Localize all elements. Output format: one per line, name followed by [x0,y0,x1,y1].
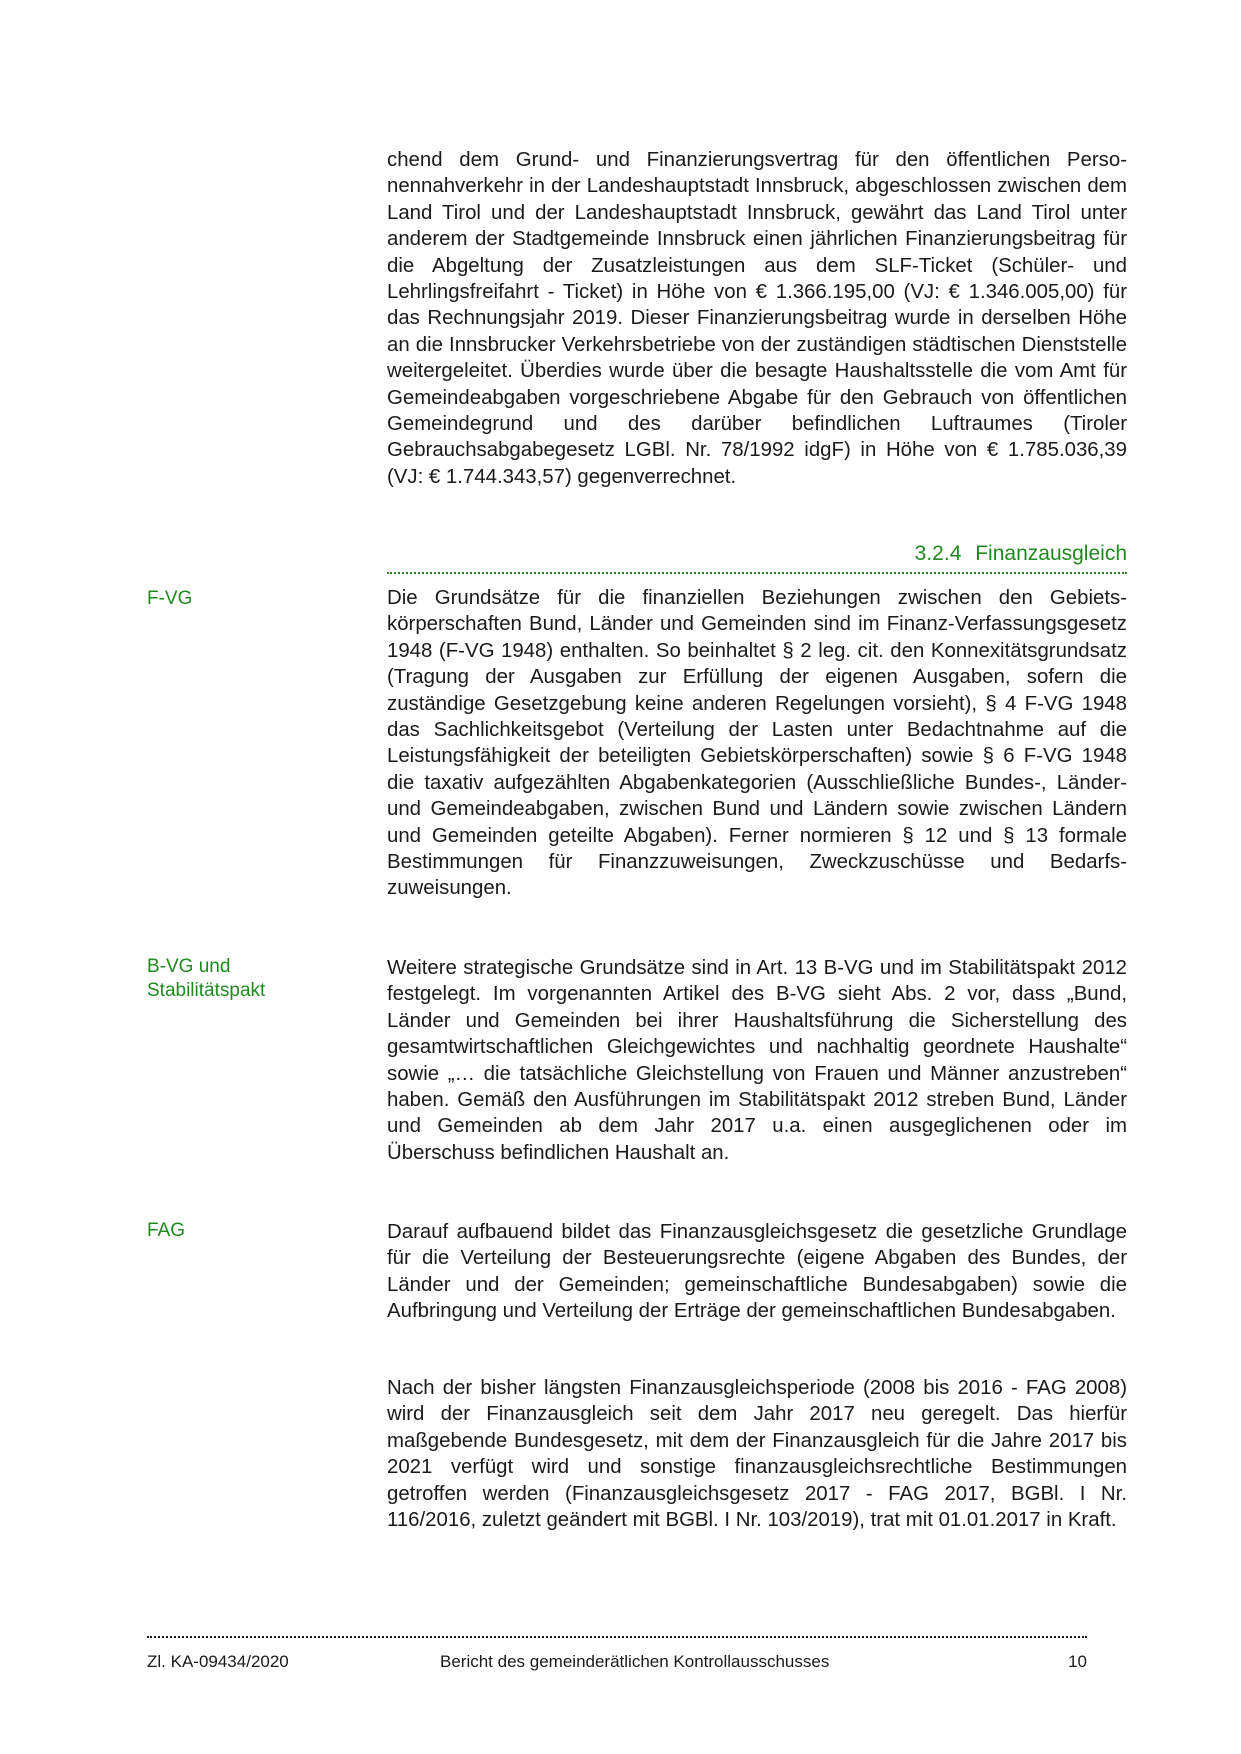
margin-note-bvg-line1: B-VG und [147,956,231,977]
section-number: 3.2.4 [914,542,962,565]
footer-document-id: Zl. KA-09434/2020 [147,1652,289,1671]
section-heading [387,541,1127,567]
margin-note-bvg-line2: Stabilitätspakt [147,980,266,1001]
margin-note-bvg [147,955,347,1003]
section-title: Finanzausgleich [975,542,1127,565]
footer-page-number: 10 [1068,1652,1087,1671]
paragraph-fag-2017: Nach der bisher längsten Finanzausgleichsperiode (2008 bis 2016 - FAG 2008) wird der Finanzausgleich seit dem Jahr 2017 neu geregelt. Das hierfür maßgebende Bundesgesetz, mit dem der Finanzausgleich für die Jahre 2017 bis 2021 verfügt wird und sonstige finanzausgleichsrechtliche Bestimmungen getroffen werden (Finanzausgleichsgesetz 2017 - FAG 2017, BGBl. I Nr. 116/2016, zuletzt geändert mit BGBl. I Nr. 103/2019), trat mit 01.01.2017 in Kraft. [387,1377,1127,1532]
margin-note-fvg: F-VG [147,588,193,609]
footer-report-title: Bericht des gemeinderätlichen Kontrollausschusses [440,1652,830,1671]
paragraph-fvg: Die Grundsätze für die finanziellen Beziehungen zwischen den Gebietskörperschaften Bund, Länder und Gemeinden sind im Finanz-Verfassungsgesetz 1948 (F-VG 1948) enthalten. So beinhaltet § 2 leg. cit. den Konnexitätsgrundsatz (Tragung der Ausgaben zur Erfüllung der eigenen Ausgaben, sofern die zuständige Gesetzgebung keine anderen Regelungen vorsieht), § 4 F-VG 1948 das Sachlichkeitsgebot (Verteilung der Lasten unter Bedachtnahme auf die Leistungsfähigkeit der beteiligten Gebietskörperschaften) sowie § 6 F-VG 1948 die taxativ aufgezählten Abgabenkategorien (Ausschließliche Bundes-, Länder- und Gemeindeabgaben, zwischen Bund und Ländern sowie zwischen Ländern und Gemeinden geteilte Abgaben). Ferner normieren § 12 und § 13 formale Bestimmungen für Finanzzuweisungen, Zweckzuschüsse und Bedarfszuweisungen. [387,587,1127,900]
margin-note-fag: FAG [147,1220,186,1241]
footer-rule [147,1636,1087,1638]
section-heading-rule [387,572,1127,574]
paragraph-slf-ticket: chend dem Grund- und Finanzierungsvertrag für den öffentlichen Personennahverkehr in der Landeshauptstadt Innsbruck, abgeschlossen zwischen dem Land Tirol und der Landeshauptstadt Innsbruck, gewährt das Land Tirol unter anderem der Stadtgemeinde Innsbruck einen jährlichen Finanzierungsbeitrag für die Abgeltung der Zusatzleistungen aus dem SLF-Ticket (Schüler- und Lehrlingsfreifahrt - Ticket) in Höhe von € 1.366.195,00 (VJ: € 1.346.005,00) für das Rechnungsjahr 2019. Dieser Finanzierungsbeitrag wurde in derselben Höhe an die Innsbrucker Verkehrsbetriebe von der zuständigen städtischen Dienststelle weitergeleitet. Überdies wurde über die besagte Haushaltsstelle die vom Amt für Gemeindeabgaben vorgeschriebene Abgabe für den Gebrauch von öffentlichen Gemeindegrund und des darüber befindlichen Luftraumes (Tiroler Gebrauchsabgabegesetz LGBl. Nr. 78/1992 idgF) in Höhe von € 1.785.036,39 (VJ: € 1.744.343,57) gegenverrechnet. [387,149,1127,488]
paragraph-bvg-stabilitaetspakt: Weitere strategische Grundsätze sind in Art. 13 B-VG und im Stabilitätspakt 2012 festgelegt. Im vorgenannten Artikel des B-VG sieht Abs. 2 vor, dass „Bund, Länder und Gemeinden bei ihrer Haushaltsführung die Sicherstellung des gesamtwirtschaftlichen Gleichgewichtes und nachhaltig geordnete Haushalte“ sowie „… die tatsächliche Gleichstellung von Frauen und Männer anzustreben“ haben. Gemäß den Ausführungen im Stabilitätspakt 2012 streben Bund, Länder und Gemeinden ab dem Jahr 2017 u.a. einen ausgeglichenen oder im Überschuss befindlichen Haushalt an. [387,957,1127,1164]
paragraph-fag-basis: Darauf aufbauend bildet das Finanzausgleichsgesetz die gesetzliche Grundlage für die Verteilung der Besteuerungsrechte (eigene Abgaben des Bundes, der Länder und der Gemeinden; gemeinschaftliche Bundesabgaben) sowie die Aufbringung und Verteilung der Erträge der gemeinschaftlichen Bundesabgaben. [387,1221,1127,1323]
